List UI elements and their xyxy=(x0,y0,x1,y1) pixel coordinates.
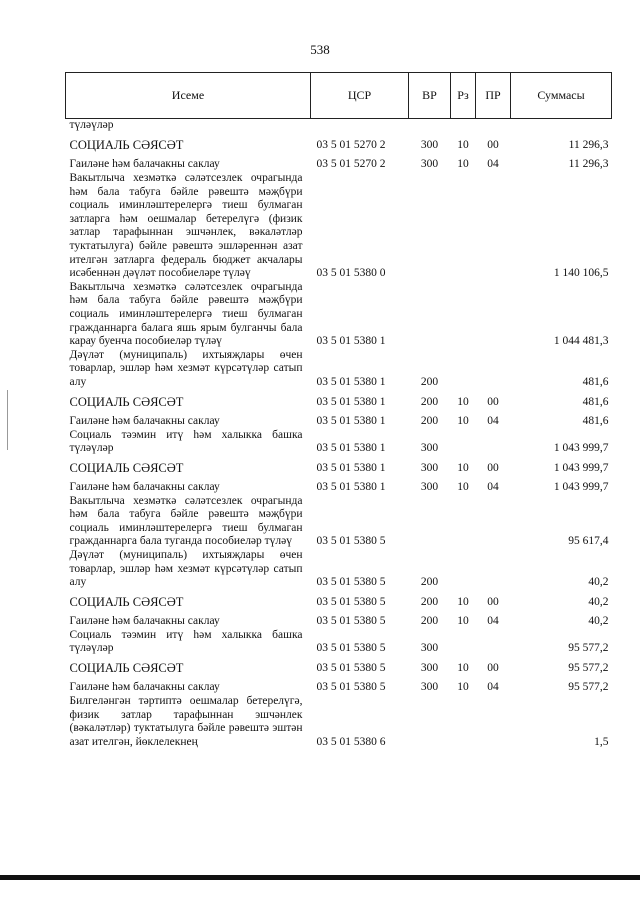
cell-name: Дәүләт (муниципаль) ихтыяҗлары өчен товарлар, эшләр һәм хезмәт күрсәтүләр сатып алу xyxy=(69,348,303,388)
cell-code: 03 5 01 5380 5 xyxy=(316,596,386,609)
cell-code: 03 5 01 5380 1 xyxy=(316,375,386,388)
cell-vr: 300 xyxy=(420,462,439,475)
table-row xyxy=(66,349,612,390)
cell-sum: 95 577,2 xyxy=(568,681,609,694)
cell-vr: 300 xyxy=(420,158,439,171)
cell-code: 03 5 01 5380 5 xyxy=(316,681,386,694)
cell-code: 03 5 01 5380 5 xyxy=(316,642,386,655)
cell-pr: 00 xyxy=(487,395,499,408)
table-row xyxy=(66,656,612,676)
cell-rz xyxy=(451,695,476,749)
cell-sum: 95 617,4 xyxy=(568,535,609,548)
cell-sum: 95 577,2 xyxy=(568,662,609,675)
cell-sum: 1 043 999,7 xyxy=(553,481,609,494)
table-row xyxy=(66,590,612,610)
cell-code: 03 5 01 5380 1 xyxy=(316,414,386,427)
cell-pr xyxy=(476,695,511,749)
cell-name: СОЦИАЛЬ СӘЯСӘТ xyxy=(69,138,184,153)
cell-pr: 00 xyxy=(487,139,499,152)
cell-code: 03 5 01 5380 6 xyxy=(316,735,386,748)
cell-code: 03 5 01 5270 2 xyxy=(316,139,386,152)
cell-vr: 300 xyxy=(420,481,439,494)
cell-name: Билгеләнгән тәртиптә оешмалар бетерелүгә, физик затлар тарафыннан эшчәнлек (вәкаләтләр) туктатылуга бәйле рәвештә эштән азат ителгән, йөклелекнең xyxy=(69,695,303,748)
cell-rz: 10 xyxy=(457,414,469,427)
cell-rz: 10 xyxy=(457,596,469,609)
table-body xyxy=(66,119,612,750)
cell-vr: 200 xyxy=(420,615,439,628)
cell-sum: 40,2 xyxy=(588,596,609,609)
table-row xyxy=(66,676,612,695)
cell-vr: 300 xyxy=(420,442,439,455)
budget-table xyxy=(65,72,612,749)
cell-pr: 04 xyxy=(487,681,499,694)
cell-vr xyxy=(409,495,451,549)
cell-sum: 1 043 999,7 xyxy=(553,442,609,455)
cell-name: Гаиләне һәм балачакны саклау xyxy=(69,681,220,694)
cell-rz xyxy=(451,495,476,549)
cell-code: 03 5 01 5380 1 xyxy=(316,462,386,475)
table-row xyxy=(66,153,612,172)
cell-pr xyxy=(476,495,511,549)
cell-name: СОЦИАЛЬ СӘЯСӘТ xyxy=(69,661,184,676)
cell-pr: 00 xyxy=(487,596,499,609)
table-row xyxy=(66,629,612,656)
cell-vr: 200 xyxy=(420,375,439,388)
cell-vr: 200 xyxy=(420,596,439,609)
header-vr: ВР xyxy=(409,73,451,119)
cell-name: Вакытлыча хезмәткә сәләтсезлек очрагында һәм бала табуга бәйле рәвештә мәҗбүри социаль иминләштерелергә тиеш булмаган затларга һәм оешмалар бетерелүгә (физик затлар тарафыннан эшчәнлек, вәкаләтләр туктатылуга) бәйле рәвештә эшләреннән азат ителгән затларга федераль бюджет акчалары исәбеннән дәүләт пособиеләре түләү xyxy=(69,172,303,280)
table-header xyxy=(66,73,612,119)
table-row xyxy=(66,476,612,495)
cell-sum xyxy=(511,119,612,134)
table-row xyxy=(66,695,612,749)
cell-vr xyxy=(409,281,451,349)
table-row xyxy=(66,410,612,429)
cell-sum: 1,5 xyxy=(594,735,609,748)
table-row xyxy=(66,549,612,590)
cell-sum: 95 577,2 xyxy=(568,642,609,655)
page-number: 538 xyxy=(310,42,330,57)
cell-vr: 300 xyxy=(420,642,439,655)
cell-pr: 00 xyxy=(487,662,499,675)
cell-code: 03 5 01 5380 5 xyxy=(316,535,386,548)
cell-vr xyxy=(409,119,451,134)
cell-pr xyxy=(476,549,511,590)
cell-vr xyxy=(409,172,451,281)
cell-sum: 40,2 xyxy=(588,576,609,589)
cell-code: 03 5 01 5380 1 xyxy=(316,442,386,455)
cell-vr: 200 xyxy=(420,576,439,589)
cell-name: СОЦИАЛЬ СӘЯСӘТ xyxy=(69,394,184,409)
cell-name: СОЦИАЛЬ СӘЯСӘТ xyxy=(69,595,184,610)
cell-pr xyxy=(476,629,511,656)
cell-vr: 300 xyxy=(420,662,439,675)
cell-name: Гаиләне һәм балачакны саклау xyxy=(69,158,220,171)
cell-name: Социаль тәэмин итү һәм халыкка башка түләүләр xyxy=(69,628,303,655)
cell-name: Дәүләт (муниципаль) ихтыяҗлары өчен товарлар, эшләр һәм хезмәт күрсәтүләр сатып алу xyxy=(69,549,303,589)
cell-rz xyxy=(451,349,476,390)
cell-sum: 1 043 999,7 xyxy=(553,462,609,475)
cell-sum: 481,6 xyxy=(582,395,609,408)
cell-vr xyxy=(409,695,451,749)
cell-code: 03 5 01 5380 5 xyxy=(316,576,386,589)
cell-name: Гаиләне һәм балачакны саклау xyxy=(69,615,220,628)
cell-name: Гаиләне һәм балачакны саклау xyxy=(69,481,220,494)
cell-rz: 10 xyxy=(457,615,469,628)
cell-rz xyxy=(451,549,476,590)
cell-name: Гаиләне һәм балачакны саклау xyxy=(69,414,220,427)
cell-name: түләүләр xyxy=(69,119,114,131)
table-row xyxy=(66,281,612,349)
cell-sum: 40,2 xyxy=(588,615,609,628)
cell-sum: 1 044 481,3 xyxy=(553,335,609,348)
table-row xyxy=(66,133,612,153)
header-rz: Рз xyxy=(451,73,476,119)
cell-name: Социаль тәэмин итү һәм халыкка башка түләүләр xyxy=(69,428,303,455)
cell-name: Вакытлыча хезмәткә сәләтсезлек очрагында һәм бала табуга бәйле рәвештә мәҗбүри социаль иминләштерелергә тиеш булмаган гражданнарга бала туганда пособиеләр түләү xyxy=(69,494,303,548)
cell-pr xyxy=(476,119,511,134)
cell-pr xyxy=(476,429,511,456)
cell-rz xyxy=(451,172,476,281)
header-csr: ЦСР xyxy=(311,73,409,119)
header-pr: ПР xyxy=(476,73,511,119)
cell-rz xyxy=(451,629,476,656)
table-row xyxy=(66,390,612,410)
cell-pr xyxy=(476,349,511,390)
cell-pr xyxy=(476,172,511,281)
cell-sum: 11 296,3 xyxy=(568,139,609,152)
cell-rz: 10 xyxy=(457,662,469,675)
header-sum: Суммасы xyxy=(511,73,612,119)
cell-code: 03 5 01 5380 1 xyxy=(316,335,386,348)
cell-code: 03 5 01 5380 5 xyxy=(316,662,386,675)
cell-name: СОЦИАЛЬ СӘЯСӘТ xyxy=(69,461,184,476)
cell-code: 03 5 01 5380 1 xyxy=(316,481,386,494)
cell-rz: 10 xyxy=(457,158,469,171)
cell-rz: 10 xyxy=(457,462,469,475)
cell-vr: 200 xyxy=(420,395,439,408)
cell-vr: 300 xyxy=(420,681,439,694)
cell-code: 03 5 01 5380 0 xyxy=(316,267,386,280)
table-row xyxy=(66,172,612,281)
table-row xyxy=(66,429,612,456)
cell-pr: 04 xyxy=(487,414,499,427)
cell-sum: 11 296,3 xyxy=(568,158,609,171)
cell-rz: 10 xyxy=(457,139,469,152)
cell-pr: 04 xyxy=(487,481,499,494)
cell-pr xyxy=(476,281,511,349)
cell-code: 03 5 01 5380 1 xyxy=(316,395,386,408)
cell-rz: 10 xyxy=(457,395,469,408)
table-row xyxy=(66,610,612,629)
cell-sum: 481,6 xyxy=(582,414,609,427)
table-row xyxy=(66,456,612,476)
cell-rz xyxy=(451,119,476,134)
cell-pr: 04 xyxy=(487,615,499,628)
cell-vr: 200 xyxy=(420,414,439,427)
table-row xyxy=(66,119,612,134)
header-name: Исеме xyxy=(66,73,311,119)
cell-pr: 00 xyxy=(487,462,499,475)
table-row xyxy=(66,495,612,549)
cell-code: 03 5 01 5270 2 xyxy=(316,158,386,171)
cell-rz: 10 xyxy=(457,481,469,494)
cell-code: 03 5 01 5380 5 xyxy=(316,615,386,628)
scan-mark xyxy=(7,390,8,450)
page-footer-blank xyxy=(0,880,640,905)
cell-code xyxy=(311,119,409,134)
cell-rz xyxy=(451,429,476,456)
cell-sum: 1 140 106,5 xyxy=(553,267,609,280)
cell-name: Вакытлыча хезмәткә сәләтсезлек очрагында һәм бала табуга бәйле рәвештә мәҗбүри социаль иминләштерелергә тиеш булмаган гражданнарга балага яшь ярым булганчы бала карау буенча пособиеләр түләү xyxy=(69,280,303,348)
cell-rz: 10 xyxy=(457,681,469,694)
cell-pr: 04 xyxy=(487,158,499,171)
cell-vr: 300 xyxy=(420,139,439,152)
cell-sum: 481,6 xyxy=(582,375,609,388)
cell-rz xyxy=(451,281,476,349)
